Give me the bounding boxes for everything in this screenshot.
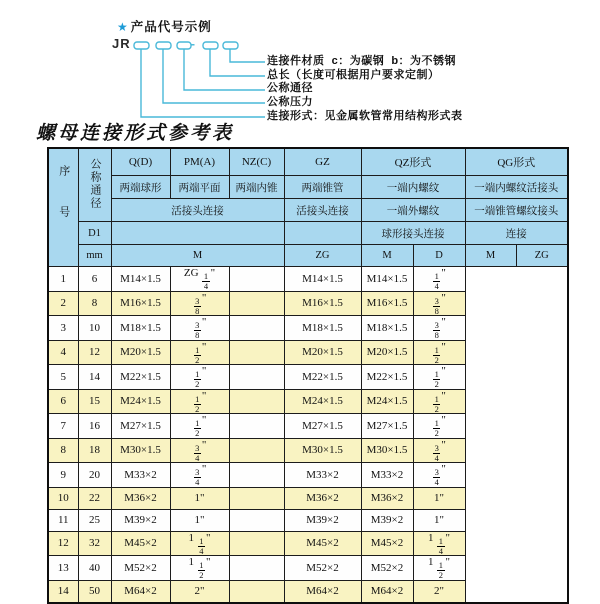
table-cell: 11 (48, 509, 78, 531)
table-row (48, 389, 568, 414)
table-cell: M16×1.5 (361, 291, 413, 316)
table-cell: ZG $\frac{1}{4}$ " (170, 267, 229, 292)
diagram-heading-text: 产品代号示例 (130, 20, 212, 34)
table-row (48, 556, 568, 581)
header-cell: 一端外螺纹 (361, 199, 465, 222)
header-cell: ZG (516, 245, 568, 267)
header-cell: 连接 (465, 222, 568, 245)
header-cell: ZG (284, 245, 361, 267)
reference-table-wrap (47, 147, 569, 604)
col-header-seq: 序号 (48, 148, 78, 267)
header-cell: 两端内锥 (229, 176, 284, 199)
table-cell: 5 (48, 365, 78, 390)
header-cell: 两端球形 (111, 176, 170, 199)
table-cell: M16×1.5 (111, 291, 170, 316)
table-cell: 6 (48, 389, 78, 414)
header-cell: 两端平面 (170, 176, 229, 199)
table-cell: $\frac{3}{4}$ " (413, 463, 465, 488)
col-header-pm: PM(A) (170, 148, 229, 176)
header-cell: M (465, 245, 516, 267)
table-cell: $\frac{1}{2}$ " (170, 365, 229, 390)
table-cell: M14×1.5 (111, 267, 170, 292)
table-body (48, 267, 568, 603)
diagram-labels (267, 55, 463, 124)
table-cell: 14 (78, 365, 111, 390)
table-cell: 7 (48, 414, 78, 439)
table-cell: 8 (48, 438, 78, 463)
col-header-dn: 公称通径 (78, 148, 111, 222)
table-cell: $\frac{3}{4}$ " (170, 463, 229, 488)
header-row (48, 199, 568, 222)
table-cell: 16 (78, 414, 111, 439)
table-cell: $\frac{1}{2}$ " (413, 340, 465, 365)
table-cell: M30×1.5 (361, 438, 413, 463)
table-cell: M22×1.5 (284, 365, 361, 390)
diagram-connector-line (184, 49, 265, 90)
table-head (48, 148, 568, 267)
table-cell: 1" (170, 487, 229, 509)
header-cell: 活接头连接 (284, 199, 361, 222)
diagram-label: 公称压力 (267, 96, 313, 109)
table-cell: M33×2 (111, 463, 170, 488)
table-row (48, 580, 568, 603)
table-cell: 1 $\frac{1}{4}$ " (413, 531, 465, 556)
table-cell: $\frac{3}{8}$ " (413, 316, 465, 341)
table-row (48, 365, 568, 390)
table-cell: 2 (48, 291, 78, 316)
table-cell (229, 414, 284, 439)
table-cell: $\frac{3}{8}$ " (170, 316, 229, 341)
table-cell: 8 (78, 291, 111, 316)
table-cell: M39×2 (361, 509, 413, 531)
table-cell: M33×2 (361, 463, 413, 488)
table-cell: $\frac{1}{2}$ " (170, 389, 229, 414)
table-row (48, 463, 568, 488)
code-box (177, 42, 191, 49)
table-cell: 13 (48, 556, 78, 581)
header-cell (284, 222, 361, 245)
table-cell: M64×2 (284, 580, 361, 603)
table-cell: 15 (78, 389, 111, 414)
table-cell: 12 (78, 340, 111, 365)
diagram-label: 总长（长度可根据用户要求定制） (267, 68, 440, 81)
table-cell: $\frac{1}{2}$ " (413, 414, 465, 439)
table-cell (229, 291, 284, 316)
table-cell: M18×1.5 (111, 316, 170, 341)
diagram-connector-line (141, 49, 265, 117)
table-cell (229, 316, 284, 341)
table-cell: 1" (413, 487, 465, 509)
table-cell: 50 (78, 580, 111, 603)
table-cell: 1 $\frac{1}{2}$ " (413, 556, 465, 581)
table-cell: M64×2 (111, 580, 170, 603)
product-code-prefix: JR (112, 36, 131, 51)
table-title: 螺母连接形式参考表 (36, 122, 235, 144)
header-cell: D (413, 245, 465, 267)
table-cell: M14×1.5 (284, 267, 361, 292)
table-cell (229, 531, 284, 556)
table-cell: M27×1.5 (284, 414, 361, 439)
header-cell: 两端锥管 (284, 176, 361, 199)
table-cell: 10 (78, 316, 111, 341)
col-header-qg: QG形式 (465, 148, 568, 176)
table-cell: M24×1.5 (361, 389, 413, 414)
table-cell: M45×2 (284, 531, 361, 556)
header-cell: D1 (78, 222, 111, 245)
table-cell: $\frac{1}{4}$ " (413, 267, 465, 292)
table-row (48, 509, 568, 531)
table-cell (229, 438, 284, 463)
code-box (223, 42, 238, 49)
table-cell: M20×1.5 (284, 340, 361, 365)
header-cell (111, 222, 284, 245)
table-cell: M52×2 (361, 556, 413, 581)
diagram-connector-line (230, 49, 265, 62)
table-cell: 1 $\frac{1}{2}$ " (170, 556, 229, 581)
col-header-nz: NZ(C) (229, 148, 284, 176)
table-cell: 1 (48, 267, 78, 292)
table-cell: 25 (78, 509, 111, 531)
table-cell: 1" (413, 509, 465, 531)
table-cell: M45×2 (361, 531, 413, 556)
diagram-label: 连接件材质 c：为碳钢 b：为不锈钢 (267, 55, 457, 67)
table-cell: M14×1.5 (361, 267, 413, 292)
table-cell: $\frac{3}{8}$ " (170, 291, 229, 316)
table-cell: M30×1.5 (284, 438, 361, 463)
table-cell: 1 $\frac{1}{4}$ " (170, 531, 229, 556)
table-cell (229, 267, 284, 292)
table-cell: 12 (48, 531, 78, 556)
code-box (203, 42, 218, 49)
table-cell: 10 (48, 487, 78, 509)
col-header-q: Q(D) (111, 148, 170, 176)
table-cell: M20×1.5 (111, 340, 170, 365)
table-cell: $\frac{1}{2}$ " (413, 365, 465, 390)
table-cell: M39×2 (284, 509, 361, 531)
table-cell: 2" (413, 580, 465, 603)
table-cell (229, 463, 284, 488)
table-cell: 2" (170, 580, 229, 603)
table-cell (229, 389, 284, 414)
table-cell: M33×2 (284, 463, 361, 488)
table-cell (229, 340, 284, 365)
table-cell: $\frac{1}{2}$ " (170, 340, 229, 365)
table-cell: 40 (78, 556, 111, 581)
table-cell: 6 (78, 267, 111, 292)
table-row (48, 291, 568, 316)
code-box (134, 42, 149, 49)
table-cell (229, 580, 284, 603)
table-cell: 32 (78, 531, 111, 556)
table-row (48, 438, 568, 463)
table-cell: M22×1.5 (361, 365, 413, 390)
header-row (48, 148, 568, 176)
table-cell: $\frac{3}{8}$ " (413, 291, 465, 316)
table-cell: M27×1.5 (111, 414, 170, 439)
table-cell: M39×2 (111, 509, 170, 531)
header-cell: mm (78, 245, 111, 267)
header-cell: 一端内螺纹活接头 (465, 176, 568, 199)
table-cell: $\frac{3}{4}$ " (413, 438, 465, 463)
table-cell (229, 365, 284, 390)
header-row (48, 245, 568, 267)
table-cell: M30×1.5 (111, 438, 170, 463)
table-row (48, 531, 568, 556)
col-header-gz: GZ (284, 148, 361, 176)
table-cell: M52×2 (111, 556, 170, 581)
header-cell: 一端内螺纹 (361, 176, 465, 199)
table-cell: M24×1.5 (284, 389, 361, 414)
table-cell: M22×1.5 (111, 365, 170, 390)
table-cell (229, 556, 284, 581)
table-cell: M18×1.5 (361, 316, 413, 341)
header-cell: M (111, 245, 284, 267)
table-cell: 18 (78, 438, 111, 463)
table-cell: 9 (48, 463, 78, 488)
table-cell: M45×2 (111, 531, 170, 556)
header-row (48, 176, 568, 199)
diagram-label: 公称通径 (267, 82, 313, 95)
diagram-label: 连接形式：见金属软管常用结构形式表 (267, 109, 463, 122)
table-cell: M36×2 (361, 487, 413, 509)
table-row (48, 487, 568, 509)
table-cell: $\frac{3}{4}$ " (170, 438, 229, 463)
header-cell: 一端锥管螺纹接头 (465, 199, 568, 222)
table-cell: M52×2 (284, 556, 361, 581)
col-header-qz: QZ形式 (361, 148, 465, 176)
table-cell: 20 (78, 463, 111, 488)
code-separator: - (191, 37, 195, 51)
table-cell: 14 (48, 580, 78, 603)
table-cell: 1" (170, 509, 229, 531)
table-cell: M36×2 (111, 487, 170, 509)
table-cell: M24×1.5 (111, 389, 170, 414)
table-cell: M18×1.5 (284, 316, 361, 341)
table-cell: 4 (48, 340, 78, 365)
table-cell: 3 (48, 316, 78, 341)
table-cell: M20×1.5 (361, 340, 413, 365)
table-cell: $\frac{1}{2}$ " (170, 414, 229, 439)
header-cell: 球形接头连接 (361, 222, 465, 245)
table-row (48, 414, 568, 439)
code-box (156, 42, 171, 49)
table-cell: 22 (78, 487, 111, 509)
table-cell: M16×1.5 (284, 291, 361, 316)
table-cell: $\frac{1}{2}$ " (413, 389, 465, 414)
header-row (48, 222, 568, 245)
table-cell: M64×2 (361, 580, 413, 603)
table-cell (229, 509, 284, 531)
header-cell: M (361, 245, 413, 267)
table-cell (229, 487, 284, 509)
reference-table (47, 147, 569, 604)
table-row (48, 340, 568, 365)
star-icon: ★ (117, 20, 129, 34)
table-row (48, 316, 568, 341)
table-row (48, 267, 568, 292)
table-cell: M27×1.5 (361, 414, 413, 439)
header-cell: 活接头连接 (111, 199, 284, 222)
table-cell: M36×2 (284, 487, 361, 509)
